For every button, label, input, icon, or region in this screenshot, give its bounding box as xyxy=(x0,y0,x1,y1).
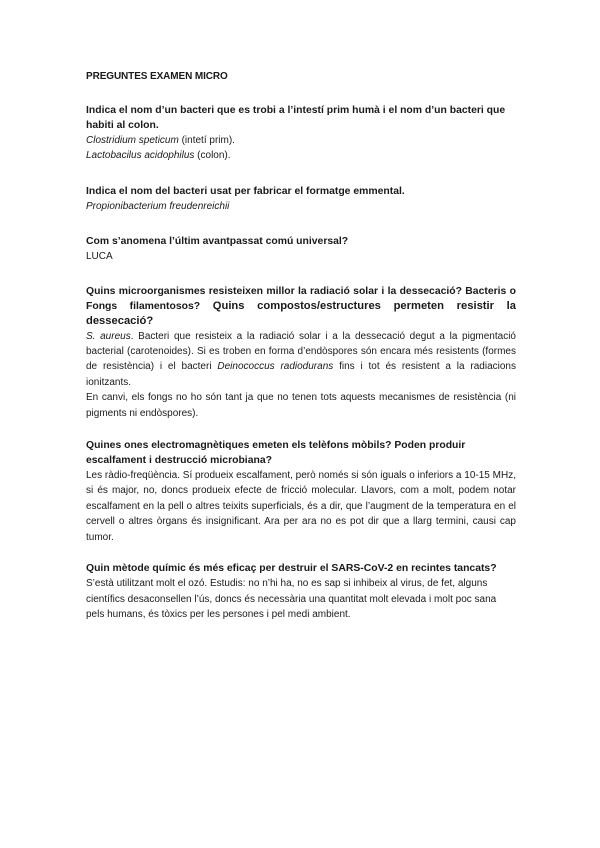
question-3: Com s’anomena l’últim avantpassat comú universal? xyxy=(86,236,349,248)
answer-text: . Bacteri que resisteix a la radiació solar i a la dessecació degut a la pigmentació bacterial (carotenoides). Si es troben en forma d’endòspores són encara més resistents (formes de resistència) i el bacteri xyxy=(86,330,516,373)
answer-3: LUCA xyxy=(86,251,113,263)
qa-block-6 xyxy=(86,561,516,622)
answer-1 xyxy=(86,133,516,164)
answer-5: Les ràdio-freqüència. Sí produeix escalfament, però només si són iguals o inferiors a 10-15 MHz, si és major, no, doncs produeix efecte de fricció molecular. Llavors, com a molt, podem notar escalfament en la pell o altres teixits superficials, és a dir, que l’augment de la temperatura en el cervell o altres òrgans és insignificant. Ara per ara no es pot dir que a llarg termini, causi cap tumor. xyxy=(86,470,516,543)
document-title: PREGUNTES EXAMEN MICRO xyxy=(86,71,228,82)
answer-text: fins i tot és resistent a la radiacions ionitzants. xyxy=(86,361,516,388)
question-4-part-1: Quins microorganismes resisteixen millor la radiació solar i la dessecació? Bacteris o Fongs filamentosos? xyxy=(86,285,516,312)
question-4-part-2: Quins compostos/estructures permeten resistir la dessecació? xyxy=(86,299,517,327)
species-name: S. aureus xyxy=(86,330,131,342)
qa-block-3 xyxy=(86,234,516,264)
answer-1-line-1 xyxy=(86,133,516,148)
question-6: Quin mètode químic és més eficaç per destruir el SARS-CoV-2 en recintes tancats? xyxy=(86,563,497,575)
species-name: Deinococcus radiodurans xyxy=(217,361,334,373)
answer-6: S’està utilitzant molt el ozó. Estudis: no n’hi ha, no es sap si inhibeix al virus, de fet, alguns científics desaconsellen l’ús, doncs és necessària una quantitat molt elevada i molt poc sana pels humans, és tòxics per les persones i pel medi ambient. xyxy=(86,578,497,620)
species-name: Clostridium speticum xyxy=(86,135,179,146)
document-body xyxy=(86,103,516,622)
qa-block-5 xyxy=(86,438,516,545)
answer-2: Propionibacterium freudenreichii xyxy=(86,200,230,212)
qa-block-2 xyxy=(86,184,516,214)
question-5: Quines ones electromagnètiques emeten els telèfons mòbils? Poden produir escalfament i destrucció microbiana? xyxy=(86,440,466,467)
qa-block-1 xyxy=(86,103,516,164)
answer-text: (intetí prim). xyxy=(178,135,235,146)
answer-1-line-2 xyxy=(86,148,516,163)
answer-text: (colon). xyxy=(194,150,231,162)
answer-4-paragraph-2: En canvi, els fongs no ho són tant ja que no tenen tots aquests mecanismes de resistència (ni pigments ni endòspores). xyxy=(86,392,516,419)
answer-4 xyxy=(86,329,516,421)
species-name: Lactobacilus acidophilus xyxy=(86,150,195,162)
answer-4-paragraph-1 xyxy=(86,329,516,391)
qa-block-4 xyxy=(86,284,516,421)
question-4 xyxy=(86,284,516,329)
question-1: Indica el nom d’un bacteri que es trobi a l’intestí prim humà i el nom d’un bacteri que habiti al colon. xyxy=(86,105,506,131)
question-2: Indica el nom del bacteri usat per fabricar el formatge emmental. xyxy=(86,185,405,197)
